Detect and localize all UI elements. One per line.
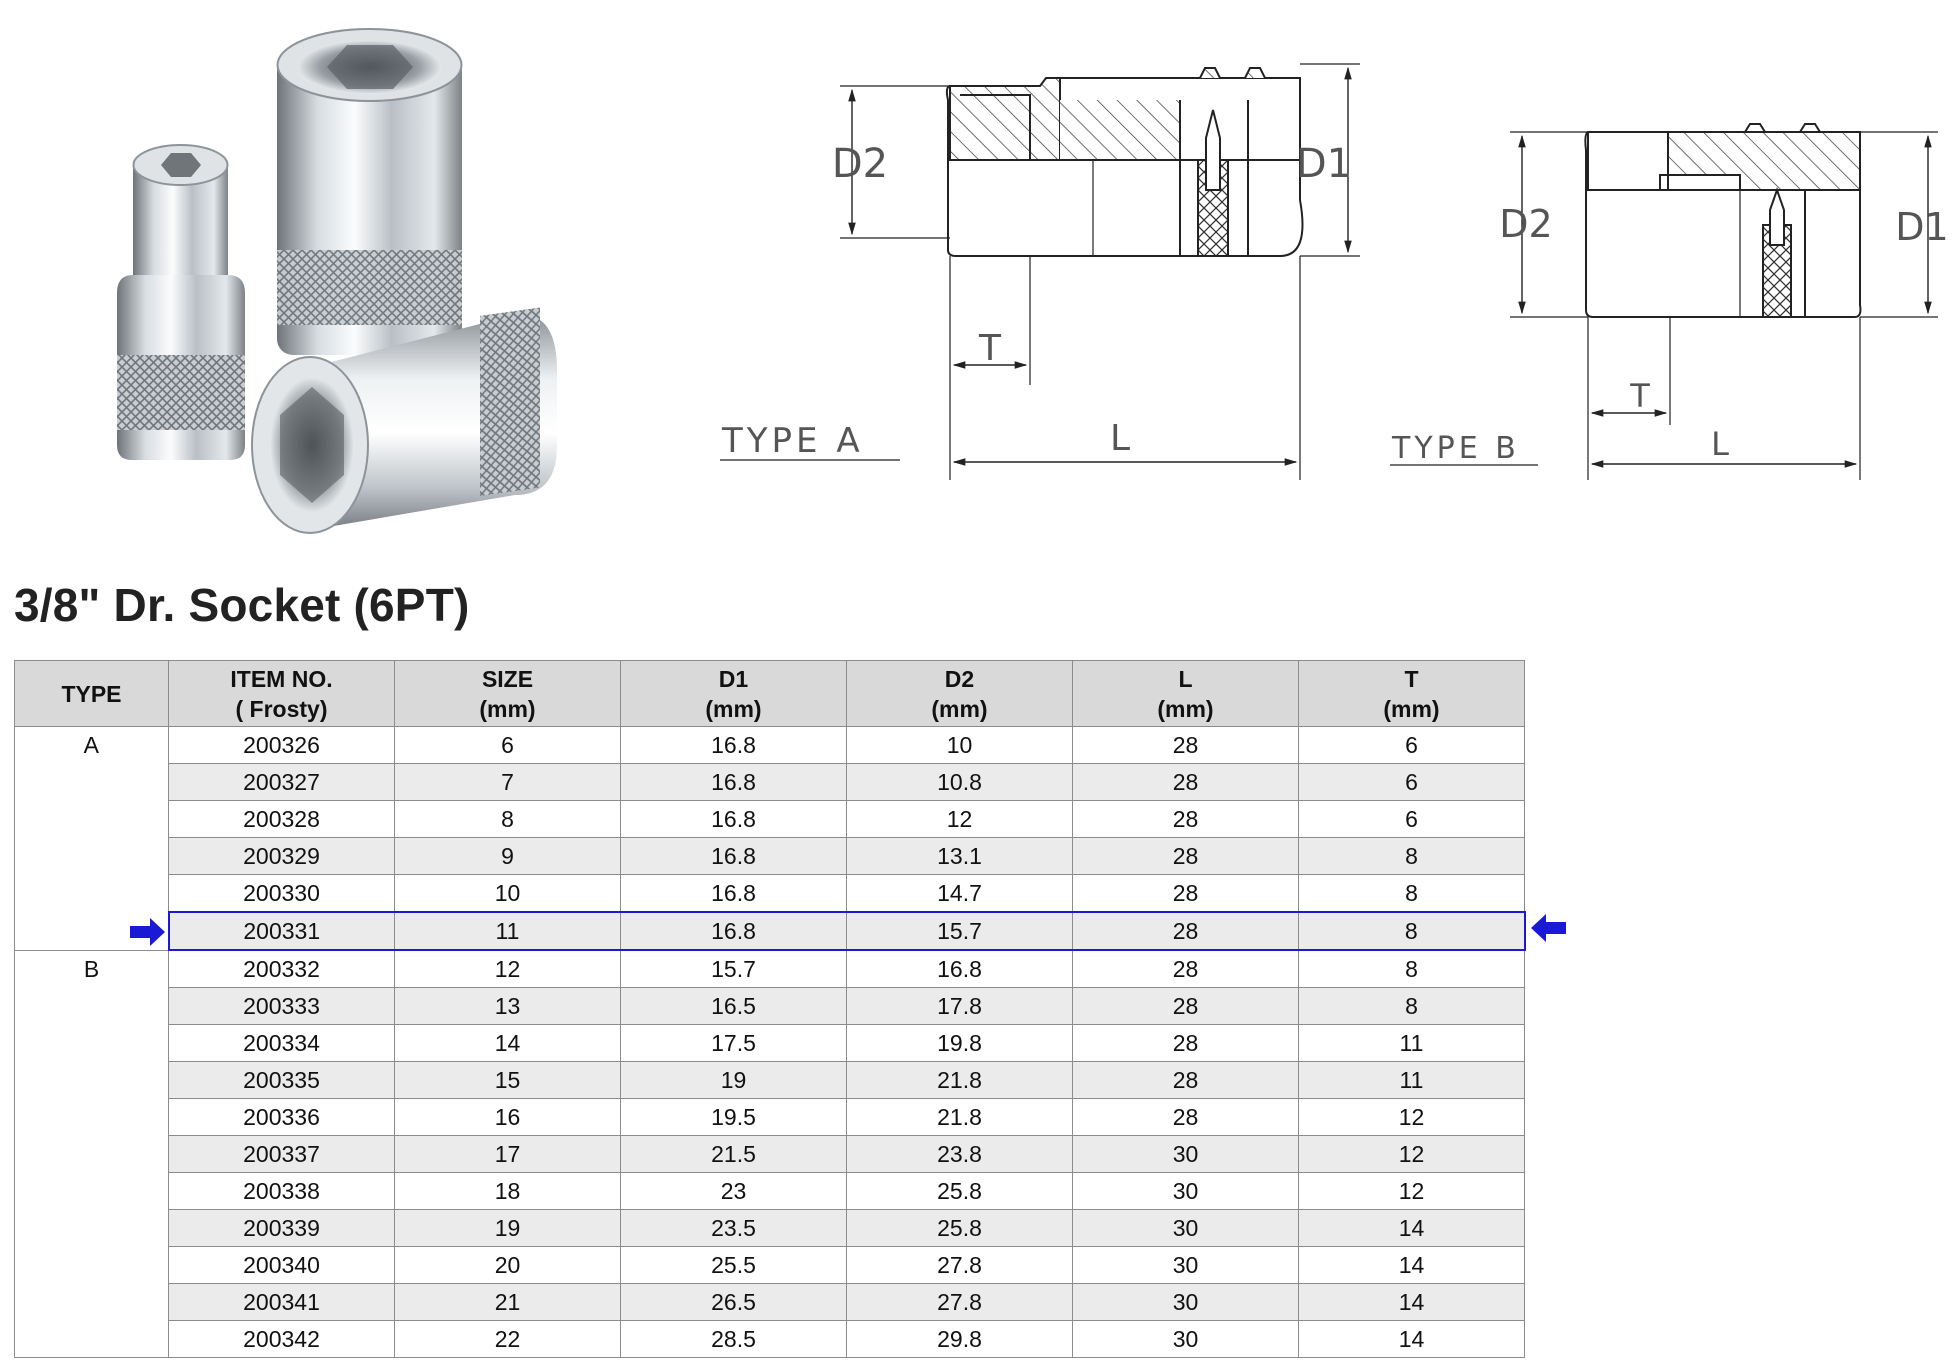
header-t bbox=[1299, 661, 1525, 727]
table-header bbox=[15, 661, 1525, 727]
table-row bbox=[15, 1136, 1525, 1173]
table-row bbox=[15, 1099, 1525, 1136]
cell-l: 28 bbox=[1073, 912, 1299, 950]
type-b-t-label: T bbox=[1630, 377, 1650, 415]
cell-size: 7 bbox=[395, 764, 621, 801]
cell-t: 11 bbox=[1299, 1062, 1525, 1099]
cell-d1: 21.5 bbox=[621, 1136, 847, 1173]
cell-d2: 10.8 bbox=[847, 764, 1073, 801]
cell-item-no: 200327 bbox=[169, 764, 395, 801]
cell-d2: 17.8 bbox=[847, 988, 1073, 1025]
header-unit: (mm) bbox=[1383, 695, 1440, 722]
cell-d2: 21.8 bbox=[847, 1062, 1073, 1099]
header-size bbox=[395, 661, 621, 727]
table-row bbox=[15, 1247, 1525, 1284]
header-d1 bbox=[621, 661, 847, 727]
cell-d2: 14.7 bbox=[847, 875, 1073, 913]
type-cell: A bbox=[15, 727, 169, 951]
cell-d2: 15.7 bbox=[847, 912, 1073, 950]
cell-size: 19 bbox=[395, 1210, 621, 1247]
large-socket-image bbox=[277, 29, 462, 355]
cell-t: 14 bbox=[1299, 1210, 1525, 1247]
cell-item-no: 200330 bbox=[169, 875, 395, 913]
cell-d1: 28.5 bbox=[621, 1321, 847, 1358]
cell-d2: 13.1 bbox=[847, 838, 1073, 875]
cell-l: 30 bbox=[1073, 1247, 1299, 1284]
cell-l: 28 bbox=[1073, 1099, 1299, 1136]
cell-size: 11 bbox=[395, 912, 621, 950]
cell-item-no: 200341 bbox=[169, 1284, 395, 1321]
cell-item-no: 200329 bbox=[169, 838, 395, 875]
header-label: SIZE bbox=[481, 665, 534, 692]
cell-item-no: 200328 bbox=[169, 801, 395, 838]
cell-size: 17 bbox=[395, 1136, 621, 1173]
type-b-d2-label: D2 bbox=[1499, 202, 1553, 246]
cell-t: 12 bbox=[1299, 1099, 1525, 1136]
cell-d2: 12 bbox=[847, 801, 1073, 838]
cell-item-no: 200340 bbox=[169, 1247, 395, 1284]
cell-l: 30 bbox=[1073, 1136, 1299, 1173]
cell-l: 28 bbox=[1073, 1025, 1299, 1062]
table-row bbox=[15, 912, 1525, 950]
dimension-drawings bbox=[700, 40, 1949, 500]
page-title: 3/8" Dr. Socket (6PT) bbox=[14, 579, 470, 631]
cell-size: 20 bbox=[395, 1247, 621, 1284]
header-unit: (mm) bbox=[1157, 695, 1214, 722]
cell-l: 28 bbox=[1073, 838, 1299, 875]
cell-l: 28 bbox=[1073, 988, 1299, 1025]
arrow-right-icon bbox=[130, 917, 166, 947]
cell-d1: 19 bbox=[621, 1062, 847, 1099]
table-row bbox=[15, 727, 1525, 764]
cell-d1: 23.5 bbox=[621, 1210, 847, 1247]
type-b-l-label: L bbox=[1711, 425, 1729, 463]
header-type bbox=[15, 661, 169, 727]
cell-size: 16 bbox=[395, 1099, 621, 1136]
cell-d2: 19.8 bbox=[847, 1025, 1073, 1062]
product-photo bbox=[95, 25, 655, 555]
table-row bbox=[15, 950, 1525, 988]
type-b-d1-label: D1 bbox=[1895, 205, 1949, 249]
cell-d1: 16.5 bbox=[621, 988, 847, 1025]
cell-d2: 25.8 bbox=[847, 1173, 1073, 1210]
cell-t: 8 bbox=[1299, 838, 1525, 875]
header-unit: ( Frosty) bbox=[235, 695, 328, 722]
table-row bbox=[15, 1062, 1525, 1099]
cell-t: 6 bbox=[1299, 727, 1525, 764]
header-label: D1 bbox=[718, 665, 749, 692]
cell-t: 6 bbox=[1299, 801, 1525, 838]
type-a-t-label: T bbox=[979, 328, 1001, 369]
cell-d1: 19.5 bbox=[621, 1099, 847, 1136]
type-a-d2-label: D2 bbox=[831, 141, 889, 187]
cell-l: 28 bbox=[1073, 764, 1299, 801]
cell-t: 12 bbox=[1299, 1136, 1525, 1173]
small-socket-image bbox=[117, 145, 245, 460]
cell-d2: 16.8 bbox=[847, 950, 1073, 988]
cell-d2: 27.8 bbox=[847, 1247, 1073, 1284]
cell-l: 30 bbox=[1073, 1173, 1299, 1210]
type-cell: B bbox=[15, 950, 169, 1358]
table-row bbox=[15, 801, 1525, 838]
type-b-drawing bbox=[1390, 124, 1938, 480]
cell-size: 14 bbox=[395, 1025, 621, 1062]
cell-l: 30 bbox=[1073, 1321, 1299, 1358]
table-row bbox=[15, 838, 1525, 875]
cell-d1: 16.8 bbox=[621, 875, 847, 913]
cell-l: 28 bbox=[1073, 727, 1299, 764]
cell-l: 28 bbox=[1073, 875, 1299, 913]
header-d2 bbox=[847, 661, 1073, 727]
cell-item-no: 200333 bbox=[169, 988, 395, 1025]
cell-item-no: 200337 bbox=[169, 1136, 395, 1173]
cell-size: 21 bbox=[395, 1284, 621, 1321]
cell-d2: 10 bbox=[847, 727, 1073, 764]
type-a-drawing bbox=[720, 64, 1360, 480]
cell-size: 13 bbox=[395, 988, 621, 1025]
table-row bbox=[15, 764, 1525, 801]
cell-size: 9 bbox=[395, 838, 621, 875]
cell-d1: 26.5 bbox=[621, 1284, 847, 1321]
cell-d1: 16.8 bbox=[621, 764, 847, 801]
cell-t: 12 bbox=[1299, 1173, 1525, 1210]
cell-d1: 23 bbox=[621, 1173, 847, 1210]
type-a-label: TYPE A bbox=[722, 421, 864, 461]
cell-item-no: 200338 bbox=[169, 1173, 395, 1210]
cell-t: 8 bbox=[1299, 875, 1525, 913]
table-row bbox=[15, 1321, 1525, 1358]
spec-table bbox=[14, 660, 1526, 1358]
cell-d2: 23.8 bbox=[847, 1136, 1073, 1173]
cell-d1: 16.8 bbox=[621, 727, 847, 764]
cell-size: 15 bbox=[395, 1062, 621, 1099]
cell-l: 30 bbox=[1073, 1284, 1299, 1321]
cell-d1: 15.7 bbox=[621, 950, 847, 988]
cell-d2: 29.8 bbox=[847, 1321, 1073, 1358]
cell-d1: 16.8 bbox=[621, 838, 847, 875]
table-row bbox=[15, 1173, 1525, 1210]
cell-d2: 21.8 bbox=[847, 1099, 1073, 1136]
cell-t: 14 bbox=[1299, 1321, 1525, 1358]
header-item-no bbox=[169, 661, 395, 727]
cell-t: 14 bbox=[1299, 1247, 1525, 1284]
table-row bbox=[15, 1284, 1525, 1321]
header-unit: (mm) bbox=[705, 695, 762, 722]
cell-t: 6 bbox=[1299, 764, 1525, 801]
cell-t: 8 bbox=[1299, 912, 1525, 950]
cell-size: 8 bbox=[395, 801, 621, 838]
cell-d2: 25.8 bbox=[847, 1210, 1073, 1247]
cell-l: 28 bbox=[1073, 950, 1299, 988]
type-b-label: TYPE B bbox=[1392, 431, 1520, 466]
cell-l: 28 bbox=[1073, 801, 1299, 838]
type-a-d1-label: D1 bbox=[1295, 141, 1353, 187]
table-row bbox=[15, 1025, 1525, 1062]
cell-size: 6 bbox=[395, 727, 621, 764]
cell-item-no: 200332 bbox=[169, 950, 395, 988]
header-unit: (mm) bbox=[931, 695, 988, 722]
cell-size: 12 bbox=[395, 950, 621, 988]
table-row bbox=[15, 875, 1525, 913]
cell-item-no: 200342 bbox=[169, 1321, 395, 1358]
cell-t: 8 bbox=[1299, 988, 1525, 1025]
cell-item-no: 200335 bbox=[169, 1062, 395, 1099]
header-label: D2 bbox=[944, 665, 975, 692]
header-unit: (mm) bbox=[479, 695, 536, 722]
cell-size: 22 bbox=[395, 1321, 621, 1358]
table-row bbox=[15, 1210, 1525, 1247]
cell-t: 11 bbox=[1299, 1025, 1525, 1062]
arrow-left-icon bbox=[1530, 913, 1566, 943]
cell-item-no: 200326 bbox=[169, 727, 395, 764]
cell-item-no: 200331 bbox=[169, 912, 395, 950]
cell-item-no: 200334 bbox=[169, 1025, 395, 1062]
cell-t: 14 bbox=[1299, 1284, 1525, 1321]
type-a-l-label: L bbox=[1109, 418, 1131, 459]
cell-size: 18 bbox=[395, 1173, 621, 1210]
header-label: ITEM NO. bbox=[230, 665, 333, 692]
header-label: T bbox=[1404, 665, 1419, 692]
cell-d1: 16.8 bbox=[621, 912, 847, 950]
cell-d1: 25.5 bbox=[621, 1247, 847, 1284]
cell-d2: 27.8 bbox=[847, 1284, 1073, 1321]
cell-size: 10 bbox=[395, 875, 621, 913]
cell-l: 30 bbox=[1073, 1210, 1299, 1247]
header-l bbox=[1073, 661, 1299, 727]
cell-item-no: 200336 bbox=[169, 1099, 395, 1136]
table-body bbox=[15, 727, 1525, 1358]
cell-l: 28 bbox=[1073, 1062, 1299, 1099]
cell-item-no: 200339 bbox=[169, 1210, 395, 1247]
cell-d1: 17.5 bbox=[621, 1025, 847, 1062]
cell-d1: 16.8 bbox=[621, 801, 847, 838]
cell-t: 8 bbox=[1299, 950, 1525, 988]
table-row bbox=[15, 988, 1525, 1025]
header-label: L bbox=[1178, 665, 1193, 692]
header-label: TYPE bbox=[61, 680, 122, 707]
